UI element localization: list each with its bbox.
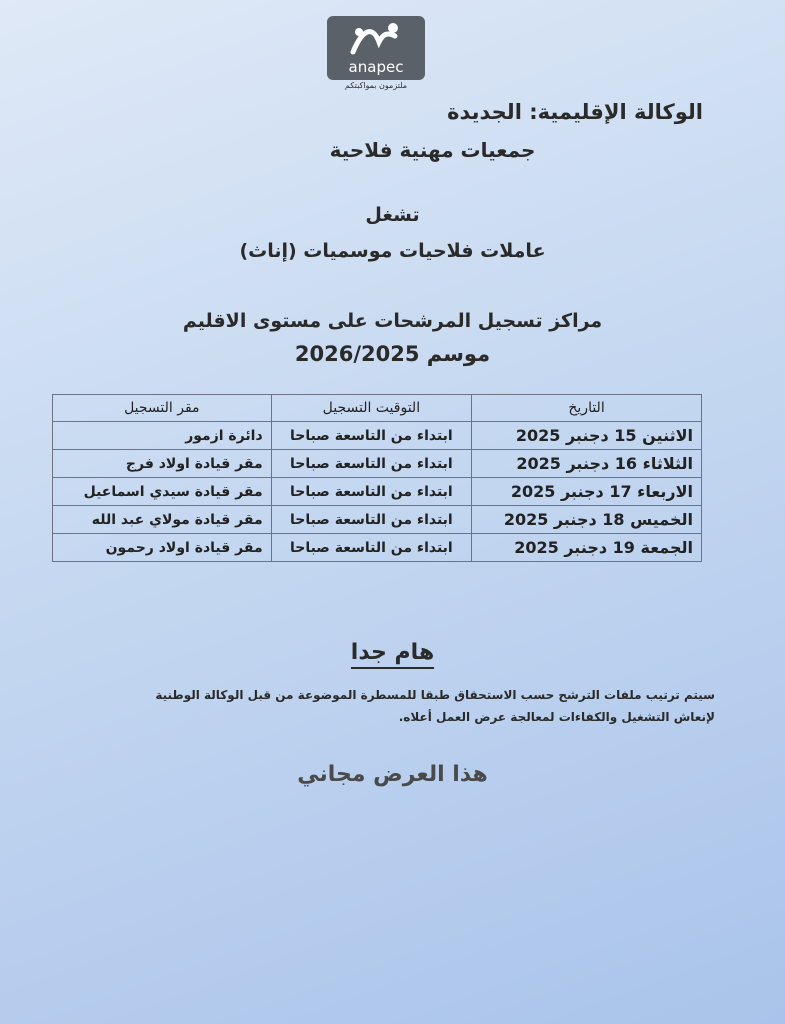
workers-line: عاملات فلاحيات موسميات (إناث) (239, 240, 546, 262)
logo-word: anapec (348, 58, 404, 76)
anapec-logo (326, 16, 426, 100)
important-heading (0, 640, 785, 665)
cell-time: ابتداء من التاسعة صباحا (271, 534, 471, 562)
season-line: موسم 2026/2025 (294, 342, 491, 366)
cell-date: الخميس 18 دجنبر 2025 (472, 506, 702, 534)
centers-line: مراكز تسجيل المرشحات على مستوى الاقليم (182, 310, 603, 332)
table-row (53, 478, 702, 506)
cell-date: الجمعة 19 دجنبر 2025 (472, 534, 702, 562)
notice-line-1: سيتم ترتيب ملفات الترشح حسب الاستحقاق طبقا للمسطرة الموضوعة من قبل الوكالة الوطنية (155, 688, 715, 702)
notice-text (60, 684, 715, 728)
subtitle: جمعيات مهنية فلاحية (329, 138, 536, 162)
table-header-row (53, 395, 702, 422)
table-row (53, 534, 702, 562)
cell-time: ابتداء من التاسعة صباحا (271, 450, 471, 478)
employs-line: تشغل (365, 204, 420, 226)
header-date: التاريخ (472, 395, 702, 422)
notice-line-2: لإنعاش التشغيل والكفاءات لمعالجة عرض العمل أعلاه. (398, 710, 715, 724)
cell-place: مقر قيادة مولاي عبد الله (53, 506, 272, 534)
header-place: مقر التسجيل (53, 395, 272, 422)
cell-time: ابتداء من التاسعة صباحا (271, 506, 471, 534)
cell-place: دائرة ازمور (53, 422, 272, 450)
cell-date: الثلاثاء 16 دجنبر 2025 (472, 450, 702, 478)
figure-icon (349, 22, 403, 58)
region-heading: الوكالة الإقليمية: الجديدة (447, 100, 703, 124)
table-row (53, 506, 702, 534)
cell-place: مقر قيادة اولاد فرج (53, 450, 272, 478)
cell-time: ابتداء من التاسعة صباحا (271, 422, 471, 450)
registration-table (52, 394, 702, 562)
cell-time: ابتداء من التاسعة صباحا (271, 478, 471, 506)
logo-mark (327, 16, 425, 80)
cell-date: الاربعاء 17 دجنبر 2025 (472, 478, 702, 506)
table-row (53, 422, 702, 450)
logo-tagline: ملتزمون بمواكبتكم (344, 81, 408, 90)
header-time: التوقيت التسجيل (271, 395, 471, 422)
free-offer-text: هذا العرض مجاني (297, 762, 488, 787)
cell-place: مقر قيادة سيدي اسماعيل (53, 478, 272, 506)
cell-date: الاثنين 15 دجنبر 2025 (472, 422, 702, 450)
cell-place: مقر قيادة اولاد رحمون (53, 534, 272, 562)
table-row (53, 450, 702, 478)
important-text: هام جدا (351, 640, 434, 669)
